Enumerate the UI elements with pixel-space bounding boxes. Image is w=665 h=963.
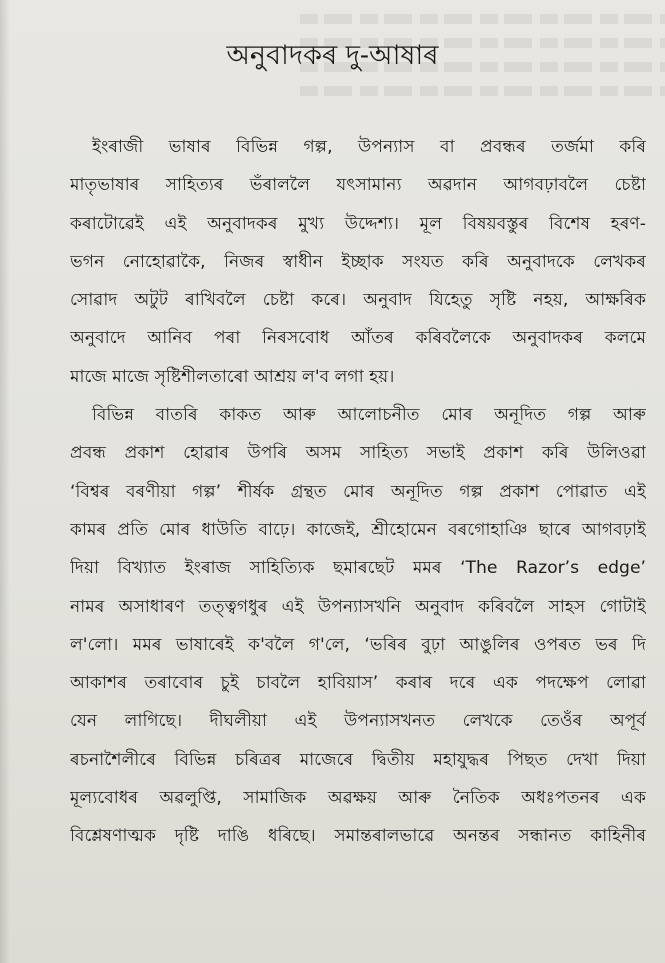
text-line: মাজে মাজে সৃষ্টিশীলতাৰো আশ্ৰয় ল'ব লগা হয়। [70, 366, 395, 387]
text-line: সোৱাদ অটুট ৰাখিবলৈ চেষ্টা কৰে। অনুবাদ যিহেতু সৃষ্টি নহয়, আক্ষৰিক [70, 290, 646, 311]
bleed-line [300, 86, 665, 96]
text-line: মূল্যবোধৰ অৱলুপ্তি, সামাজিক অৱক্ষয় আৰু নৈতিক অধঃপতনৰ এক [70, 788, 646, 809]
text-line: যেন লাগিছে। দীঘলীয়া এই উপন্যাসখনত লেখকে তেওঁৰ অপূৰ্ব [70, 711, 646, 732]
page-gutter-shadow [0, 0, 10, 963]
text-line: আকাশৰ তৰাবোৰ চুই চাবলৈ হাবিয়াস’ কৰাৰ দৰে এক পদক্ষেপ লোৱা [70, 673, 646, 694]
text-line: ৰচনাশৈলীৰে বিভিন্ন চৰিত্ৰৰ মাজেৰে দ্বিতীয় মহাযুদ্ধৰ পিছত দেখা দিয়া [70, 749, 646, 770]
text-line: দিয়া বিখ্যাত ইংৰাজ সাহিত্যিক ছমাৰছেট মমৰ ‘The Razor’s edge’ [70, 558, 646, 579]
text-line: প্ৰবন্ধ প্ৰকাশ হোৱাৰ উপৰি অসম সাহিত্য সভাই প্ৰকাশ কৰি উলিওৱা [70, 443, 646, 464]
text-line: ল'লো। মমৰ ভাষাৰেই ক'বলৈ গ'লে, ‘ভৰিৰ বুঢ়া আঙুলিৰ ওপৰত ভৰ দি [70, 634, 646, 655]
text-line: নামৰ অসাধাৰণ তত্ত্বগধুৰ এই উপন্যাসখনি অনুবাদ কৰিবলৈ সাহস গোটাই [70, 596, 646, 617]
body-text [70, 128, 646, 856]
text-line: ইংৰাজী ভাষাৰ বিভিন্ন গল্প, উপন্যাস বা প্ৰবন্ধৰ তৰ্জমা কৰি [92, 137, 646, 157]
text-line: মাতৃভাষাৰ সাহিত্যৰ ভঁৰাললৈ যৎসামান্য অৱদান আগবঢ়াবলৈ চেষ্টা [70, 175, 646, 196]
text-line: ‘বিশ্বৰ বৰণীয়া গল্প’ শীৰ্ষক গ্ৰন্থত মোৰ অনূদিত গল্প প্ৰকাশ পোৱাত এই [70, 481, 646, 502]
text-line: অনুবাদে আনিব পৰা নিৰসবোধ আঁতৰ কৰিবলৈকে অনুবাদকৰ কলমে [70, 328, 646, 349]
text-line: ভগন নোহোৱাকৈ, নিজৰ স্বাধীন ইচ্ছাক সংযত কৰি অনুবাদকে লেখকৰ [70, 251, 646, 272]
bleed-line [300, 14, 665, 24]
text-line: বিশ্লেষণাত্মক দৃষ্টি দাঙি ধৰিছে। সমান্তৰালভাৱে অনন্তৰ সন্ধানত কাহিনীৰ [70, 826, 646, 847]
text-line: বিভিন্ন বাতৰি কাকত আৰু আলোচনীত মোৰ অনূদিত গল্প আৰু [92, 405, 646, 426]
text-line: কামৰ প্ৰতি মোৰ ধাউতি বাঢ়ে। কাজেই, শ্ৰীহোমেন বৰগোহাঞি ছাৰে আগবঢ়াই [70, 519, 646, 540]
text-line: কৰাটোৱেই এই অনুবাদকৰ মুখ্য উদ্দেশ্য। মূল বিষয়বস্তুৰ বিশেষ হৰণ- [70, 213, 646, 234]
page-title: অনুবাদকৰ দু-আষাৰ [226, 40, 439, 71]
